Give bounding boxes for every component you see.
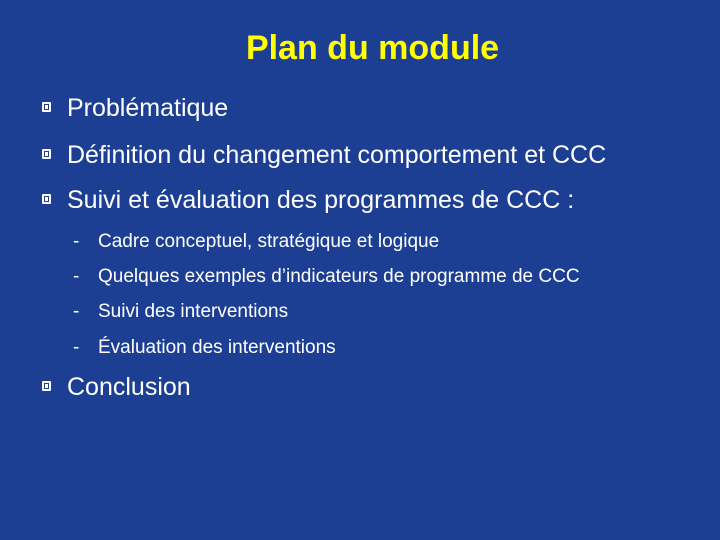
square-bullet-icon: [42, 149, 52, 159]
bullet-item-label: Suivi et évaluation des programmes de CCC :: [67, 186, 575, 214]
bullet-item-label: Problématique: [67, 94, 229, 122]
sub-item-label: Quelques exemples d’indicateurs de programme de CCC: [98, 266, 580, 287]
square-bullet-icon: [42, 381, 52, 391]
slide-title: Plan du module: [245, 29, 500, 67]
bullet-item-label: Définition du changement comportement et CCC: [67, 141, 607, 169]
dash-marker: -: [73, 266, 80, 287]
square-bullet-icon: [42, 194, 52, 204]
sub-item-label: Évaluation des interventions: [98, 337, 336, 358]
dash-marker: -: [73, 337, 80, 358]
square-bullet-icon: [42, 102, 52, 112]
dash-marker: -: [73, 231, 80, 252]
bullet-item-label: Conclusion: [67, 373, 191, 401]
dash-marker: -: [73, 301, 80, 322]
sub-item-label: Cadre conceptuel, stratégique et logique: [98, 231, 440, 252]
sub-item-label: Suivi des interventions: [98, 301, 289, 322]
